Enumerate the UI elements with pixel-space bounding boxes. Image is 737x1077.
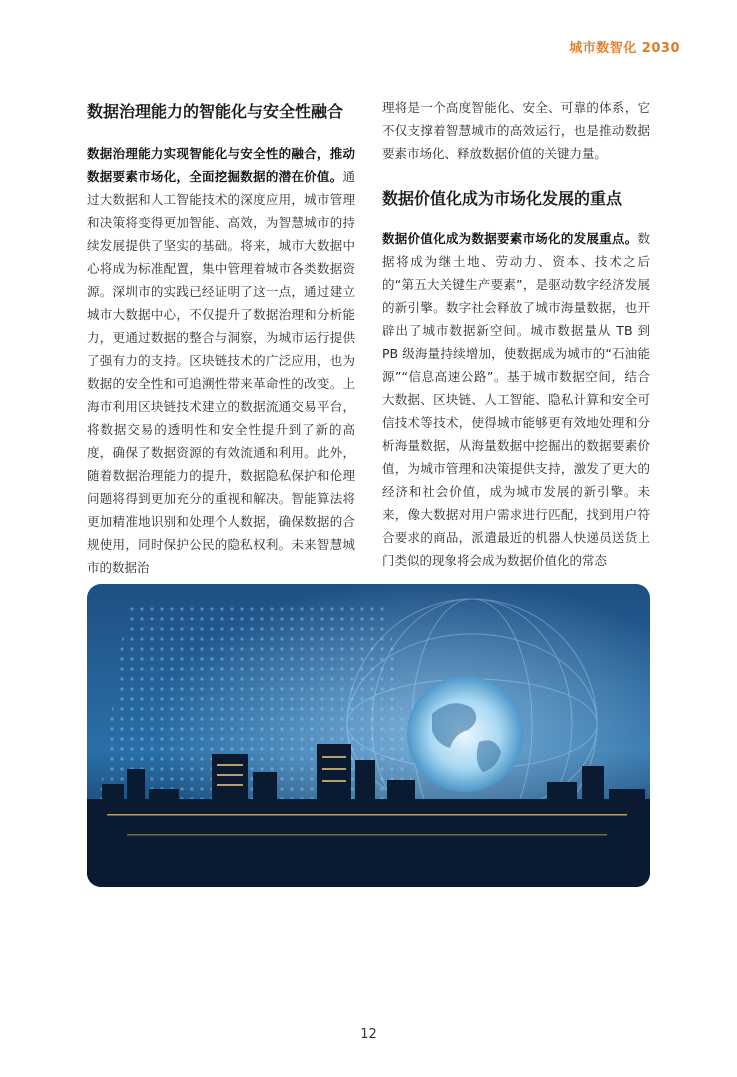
governance-paragraph (87, 142, 355, 579)
value-paragraph (382, 227, 650, 572)
smart-city-globe-image (87, 584, 650, 887)
value-lead: 数据价值化成为数据要素市场化的发展重点。 (382, 231, 638, 246)
header-label: 城市数智化 2030 (569, 41, 680, 56)
page-number: 12 (360, 1027, 377, 1042)
governance-body: 通过大数据和人工智能技术的深度应用，城市管理和决策将变得更加智能、高效，为智慧城市的持续发展提供了坚实的基础。将来，城市大数据中心将成为标准配置，集中管理着城市各类数据资源。深圳市的实践已经证明了这一点，通过建立城市大数据中心，不仅提升了数据治理和分析能力，更通过数据的整合与洞察，为城市运行提供了强有力的支持。区块链技术的广泛应用，也为数据的安全性和可追溯性带来革命性的改变。上海市利用区块链技术建立的数据流通交易平台，将数据交易的透明性和安全性提升到了新的高度，确保了数据资源的有效流通和利用。此外，随着数据治理能力的提升，数据隐私保护和伦理问题将得到更加充分的重视和解决。智能算法将更加精准地识别和处理个人数据，确保数据的合规使用，同时保护公民的隐私权利。未来智慧城市的数据治 (87, 169, 355, 575)
value-body: 数据将成为继土地、劳动力、资本、技术之后的“第五大关键生产要素”，是驱动数字经济发展的新引擎。数字社会释放了城市海量数据，也开辟出了城市数据新空间。城市数据量从 TB 到 PB 级海量持续增加，使数据成为城市的“石油能源”“信息高速公路”。基于城市数据空间，结合大数据、区块链、人工智能、隐私计算和安全可信技术等技术，使得城市能够更有效地处理和分析海量数据，从海量数据中挖掘出的数据要素价值，为城市管理和决策提供支持，激发了更大的经济和社会价值，成为城市发展的新引擎。未来，像大数据对用户需求进行匹配，找到用户符合要求的商品，派遣最近的机器人快递员送货上门类似的现象将会成为数据价值化的常态 (382, 231, 650, 568)
section-heading-value: 数据价值化成为市场化发展的重点 (382, 189, 623, 208)
right-column (382, 100, 650, 572)
left-column (87, 100, 355, 579)
governance-lead: 数据治理能力实现智能化与安全性的融合，推动数据要素市场化，全面挖掘数据的潜在价值。 (87, 146, 355, 184)
section-heading-governance: 数据治理能力的智能化与安全性融合 (87, 102, 344, 121)
governance-continuation: 理将是一个高度智能化、安全、可靠的体系，它不仅支撑着智慧城市的高效运行，也是推动数据要素市场化、释放数据价值的关键力量。 (382, 100, 650, 161)
